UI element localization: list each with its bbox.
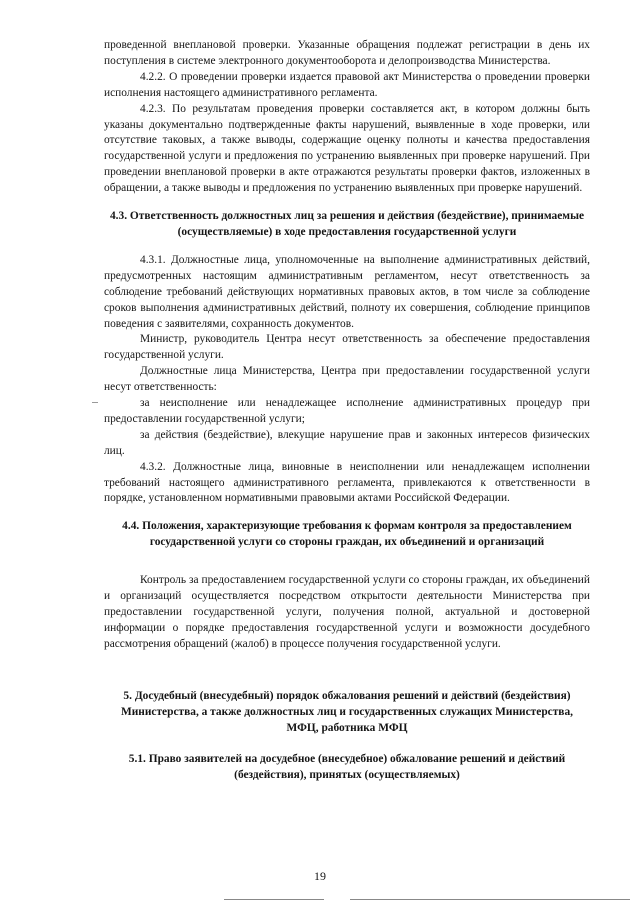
margin-mark — [92, 402, 98, 403]
paragraph-minister: Министр, руководитель Центра несут ответственность за обеспечение предоставления государственной услуги. — [104, 333, 590, 362]
paragraph-4-4-control: Контроль за предоставлением государственной услуги со стороны граждан, их объединений и организаций осуществляется посредством открытости деятельности Министерства при предоставлении государственной услуги, получения полной, актуальной и достоверной информации о порядке предоставления государственной услуги и возможности досудебного рассмотрения обращений (жалоб) в процессе получения государственной услуги. — [104, 574, 590, 650]
heading-5: 5. Досудебный (внесудебный) порядок обжалования решений и действий (бездействия) Министерства, а также должностных лиц и государственных служащих Министерства, МФЦ, работника МФЦ — [120, 689, 574, 734]
heading-5-1: 5.1. Право заявителей на досудебное (внесудебное) обжалование решений и действий (бездействия), принятых (осуществляемых) — [128, 753, 566, 782]
paragraph-4-3-1: 4.3.1. Должностные лица, уполномоченные на выполнение административных действий, предусмотренных настоящим административным регламентом, несут ответственность за соблюдение требований действующих нормативных правовых актов, в том числе за соблюдение сроков выполнения административных действий, полноту их совершения, соблюдение принципов поведения с заявителями, сохранность документов. — [104, 253, 590, 330]
paragraph-actions: за действия (бездействие), влекущие нарушение прав и законных интересов физических лиц. — [104, 428, 590, 457]
paragraph-4-3-2: 4.3.2. Должностные лица, виновные в неисполнении или ненадлежащем исполнении требований настоящего административного регламента, привлекаются к ответственности в порядке, установленном нормативными правовыми актами Российской Федерации. — [104, 460, 590, 505]
paragraph-4-2-3: 4.2.3. По результатам проведения проверки составляется акт, в котором должны быть указаны документально подтвержденные факты нарушений, выявленные в ходе проверки, или отсутствие таковых, а также выводы, содержащие оценку полноты и качества предоставления государственной услуги и предложения по устранению выявленных при проверке нарушений. При проведении внеплановой проверки в акте отражаются результаты проверки фактов, изложенных в обращении, а также выводы и предложения по устранению выявленных при проверке нарушений. — [104, 102, 590, 195]
document-page — [104, 38, 590, 784]
page-number: 19 — [314, 869, 326, 883]
paragraph-4-2-2: 4.2.2. О проведении проверки издается правовой акт Министерства о проведении проверки исполнения настоящего административного регламента. — [104, 70, 590, 99]
heading-4-3: 4.3. Ответственность должностных лиц за решения и действия (бездействие), принимаемые (осуществляемые) в ходе предоставления государственной услуги — [109, 210, 585, 238]
paragraph-officials: Должностные лица Министерства, Центра при предоставлении государственной услуги несут ответственность: — [104, 365, 590, 394]
paragraph-top-1: проведенной внеплановой проверки. Указанные обращения подлежат регистрации в день их поступления в системе электронного документооборота и делопроизводства Министерства. — [104, 39, 590, 67]
heading-4-4: 4.4. Положения, характеризующие требования к формам контроля за предоставлением государственной услуги со стороны граждан, их объединений и организаций — [122, 520, 572, 549]
paragraph-nonperformance: за неисполнение или ненадлежащее исполнение административных процедур при предоставлении государственной услуги; — [104, 397, 590, 425]
footer-rule-left — [224, 899, 324, 900]
footer-rule-right — [350, 899, 630, 900]
